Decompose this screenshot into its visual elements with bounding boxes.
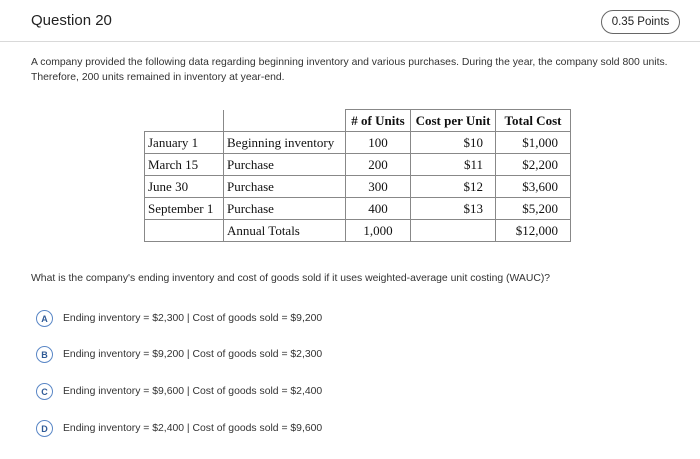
row-cost-per-unit: $13 bbox=[411, 198, 496, 220]
row-total-cost: $3,600 bbox=[496, 176, 571, 198]
row-total-cost: $5,200 bbox=[496, 198, 571, 220]
row-units: 200 bbox=[346, 154, 411, 176]
question-prompt: What is the company's ending inventory and cost of goods sold if it uses weighted-average unit costing (WAUC)? bbox=[31, 273, 551, 284]
row-date: June 30 bbox=[145, 176, 224, 198]
row-cost-per-unit: $10 bbox=[411, 132, 496, 154]
row-description: Purchase bbox=[224, 154, 346, 176]
totals-row bbox=[145, 220, 571, 242]
answer-option-text: Ending inventory = $2,300 | Cost of goods sold = $9,200 bbox=[63, 313, 323, 324]
radio-letter-d[interactable]: D bbox=[36, 420, 53, 437]
cost-per-unit-header: Cost per Unit bbox=[411, 110, 496, 132]
points-badge: 0.35 Points bbox=[601, 10, 680, 34]
answer-option-d[interactable] bbox=[36, 420, 322, 437]
totals-cost-blank bbox=[411, 220, 496, 242]
total-cost-header: Total Cost bbox=[496, 110, 571, 132]
question-title: Question 20 bbox=[31, 12, 112, 29]
table-row bbox=[145, 198, 571, 220]
answer-option-b[interactable] bbox=[36, 346, 322, 363]
row-total-cost: $2,200 bbox=[496, 154, 571, 176]
inventory-table bbox=[144, 109, 571, 242]
header-divider bbox=[0, 41, 700, 42]
answer-option-a[interactable] bbox=[36, 310, 322, 327]
answer-option-text: Ending inventory = $2,400 | Cost of goods sold = $9,600 bbox=[63, 423, 323, 434]
row-date: September 1 bbox=[145, 198, 224, 220]
question-intro: A company provided the following data regarding beginning inventory and various purchases. During the year, the company sold 800 units. Therefore, 200 units remained in inventory at year-end. bbox=[31, 57, 668, 83]
totals-label: Annual Totals bbox=[224, 220, 346, 242]
row-total-cost: $1,000 bbox=[496, 132, 571, 154]
row-units: 400 bbox=[346, 198, 411, 220]
row-description: Beginning inventory bbox=[224, 132, 346, 154]
radio-letter-b[interactable]: B bbox=[36, 346, 53, 363]
row-units: 100 bbox=[346, 132, 411, 154]
table-header-row bbox=[145, 110, 571, 132]
totals-total-cost: $12,000 bbox=[496, 220, 571, 242]
row-cost-per-unit: $11 bbox=[411, 154, 496, 176]
table-row bbox=[145, 154, 571, 176]
totals-date-blank bbox=[145, 220, 224, 242]
table-header-blank bbox=[145, 110, 224, 132]
table-row bbox=[145, 176, 571, 198]
table-row bbox=[145, 132, 571, 154]
row-date: January 1 bbox=[145, 132, 224, 154]
row-description: Purchase bbox=[224, 198, 346, 220]
radio-letter-a[interactable]: A bbox=[36, 310, 53, 327]
row-description: Purchase bbox=[224, 176, 346, 198]
row-units: 300 bbox=[346, 176, 411, 198]
totals-units: 1,000 bbox=[346, 220, 411, 242]
answer-option-text: Ending inventory = $9,600 | Cost of goods sold = $2,400 bbox=[63, 386, 323, 397]
row-date: March 15 bbox=[145, 154, 224, 176]
table-header-blank bbox=[224, 110, 346, 132]
units-header: # of Units bbox=[346, 110, 411, 132]
answer-option-c[interactable] bbox=[36, 383, 322, 400]
answer-option-text: Ending inventory = $9,200 | Cost of goods sold = $2,300 bbox=[63, 349, 323, 360]
row-cost-per-unit: $12 bbox=[411, 176, 496, 198]
radio-letter-c[interactable]: C bbox=[36, 383, 53, 400]
